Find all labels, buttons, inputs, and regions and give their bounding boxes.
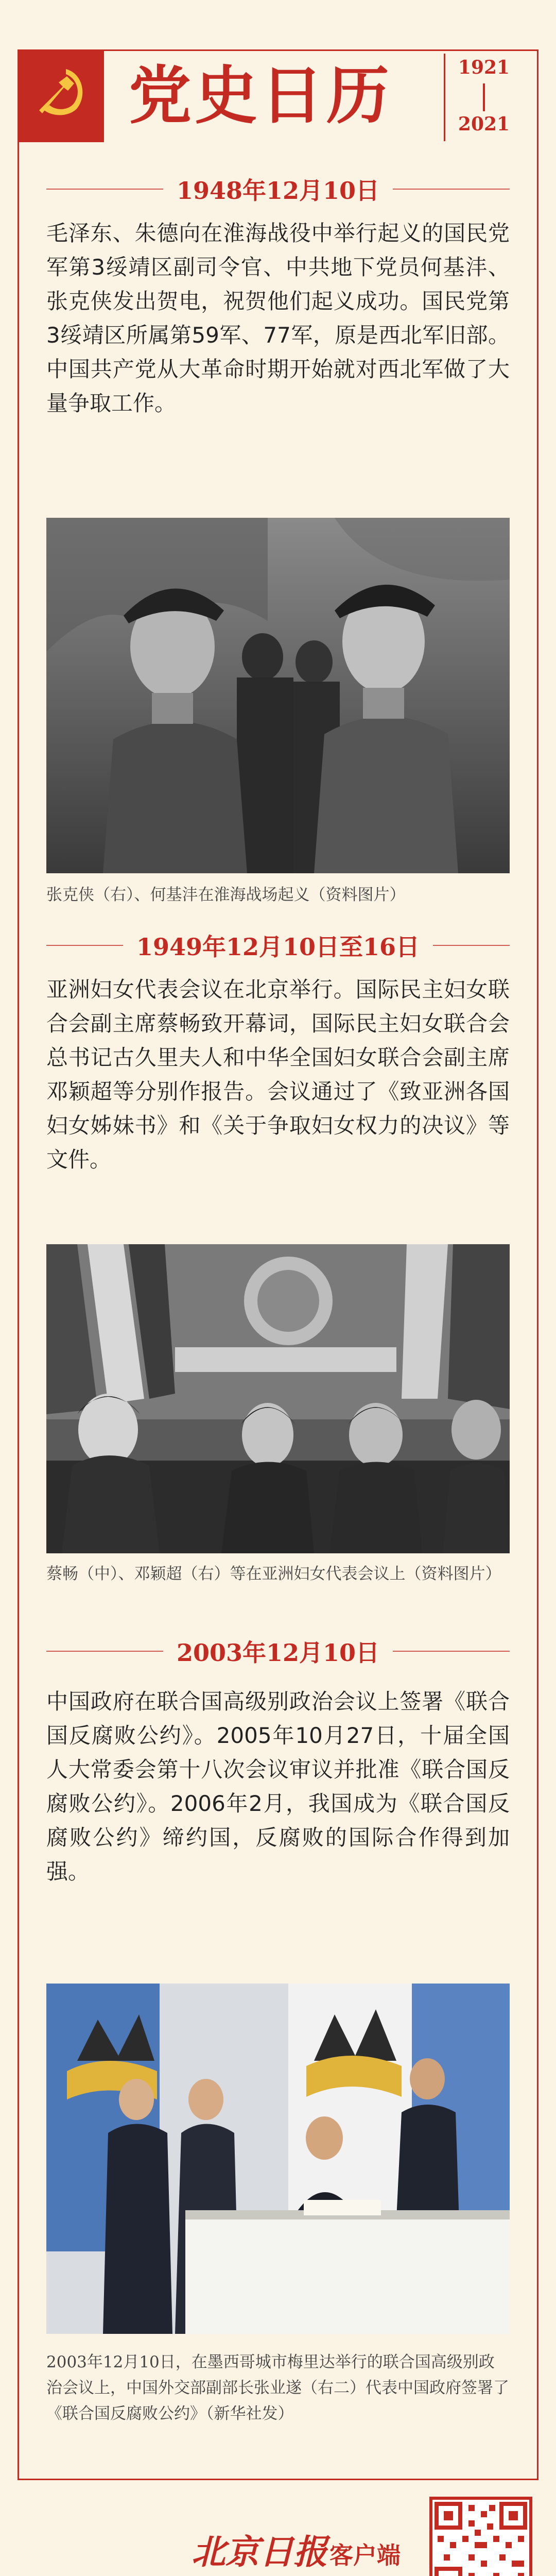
logo-sub-text: 客户端 bbox=[329, 2541, 401, 2569]
section-date-row bbox=[46, 927, 510, 963]
date-rule-right bbox=[393, 1651, 510, 1652]
section-text: 亚洲妇女代表会议在北京举行。国际民主妇女联合会副主席蔡畅致开幕词，国际民主妇女联合会总书记古久里夫人和中华全国妇女联合会副主席邓颖超等分别作报告。会议通过了《致亚洲各国妇女姊妹书》和《关于争取妇女权力的决议》等文件。 bbox=[46, 977, 510, 1172]
date-rule-left bbox=[46, 945, 123, 946]
date-rule-left bbox=[46, 1651, 163, 1652]
year-end: 2021 bbox=[458, 113, 510, 135]
qr-code-icon[interactable] bbox=[429, 2497, 532, 2576]
title-divider bbox=[444, 54, 445, 141]
section-date-row bbox=[46, 171, 510, 207]
historical-photo bbox=[46, 518, 510, 873]
year-start: 1921 bbox=[458, 57, 510, 78]
logo-text: 北京日报 bbox=[192, 2532, 327, 2572]
photo-caption: 张克侠（右）、何基沣在淮海战场起义（资料图片） bbox=[46, 886, 406, 904]
photo-caption: 蔡畅（中）、邓颖超（右）等在亚洲妇女代表会议上（资料图片） bbox=[46, 1565, 501, 1583]
section-date: 1948年12月10日 bbox=[176, 177, 380, 205]
signing-ceremony-photo bbox=[46, 1984, 510, 2334]
year-range bbox=[453, 57, 515, 139]
page-title: 党史日历 bbox=[129, 58, 392, 132]
historical-photo bbox=[46, 1244, 510, 1553]
party-emblem-icon bbox=[30, 61, 92, 123]
year-separator bbox=[483, 83, 485, 111]
header bbox=[0, 0, 556, 155]
section-text: 毛泽东、朱德向在淮海战役中举行起义的国民党军第3绥靖区副司令官、中共地下党员何基沣、张克侠发出贺电，祝贺他们起义成功。国民党第3绥靖区所属第59军、77军，原是西北军旧部。中国共产党从大革命时期开始就对西北军做了大量争取工作。 bbox=[46, 221, 510, 416]
section-text: 中国政府在联合国高级别政治会议上签署《联合国反腐败公约》。2005年10月27日，十届全国人大常委会第十八次会议审议并批准《联合国反腐败公约》。2006年2月，我国成为《联合国反腐败公约》缔约国，反腐败的国际合作得到加强。 bbox=[46, 1689, 510, 1884]
section-date: 1949年12月10日至16日 bbox=[136, 933, 420, 961]
photo-caption: 2003年12月10日，在墨西哥城市梅里达举行的联合国高级别政治会议上，中国外交部副部长张业遂（右二）代表中国政府签署了《联合国反腐败公约》（新华社发） bbox=[46, 2353, 509, 2423]
date-rule-right bbox=[393, 189, 510, 190]
date-rule-right bbox=[433, 945, 510, 946]
section-date: 2003年12月10日 bbox=[176, 1639, 380, 1667]
footer-logo bbox=[192, 2529, 401, 2575]
date-rule-left bbox=[46, 189, 163, 190]
section-date-row bbox=[46, 1633, 510, 1669]
